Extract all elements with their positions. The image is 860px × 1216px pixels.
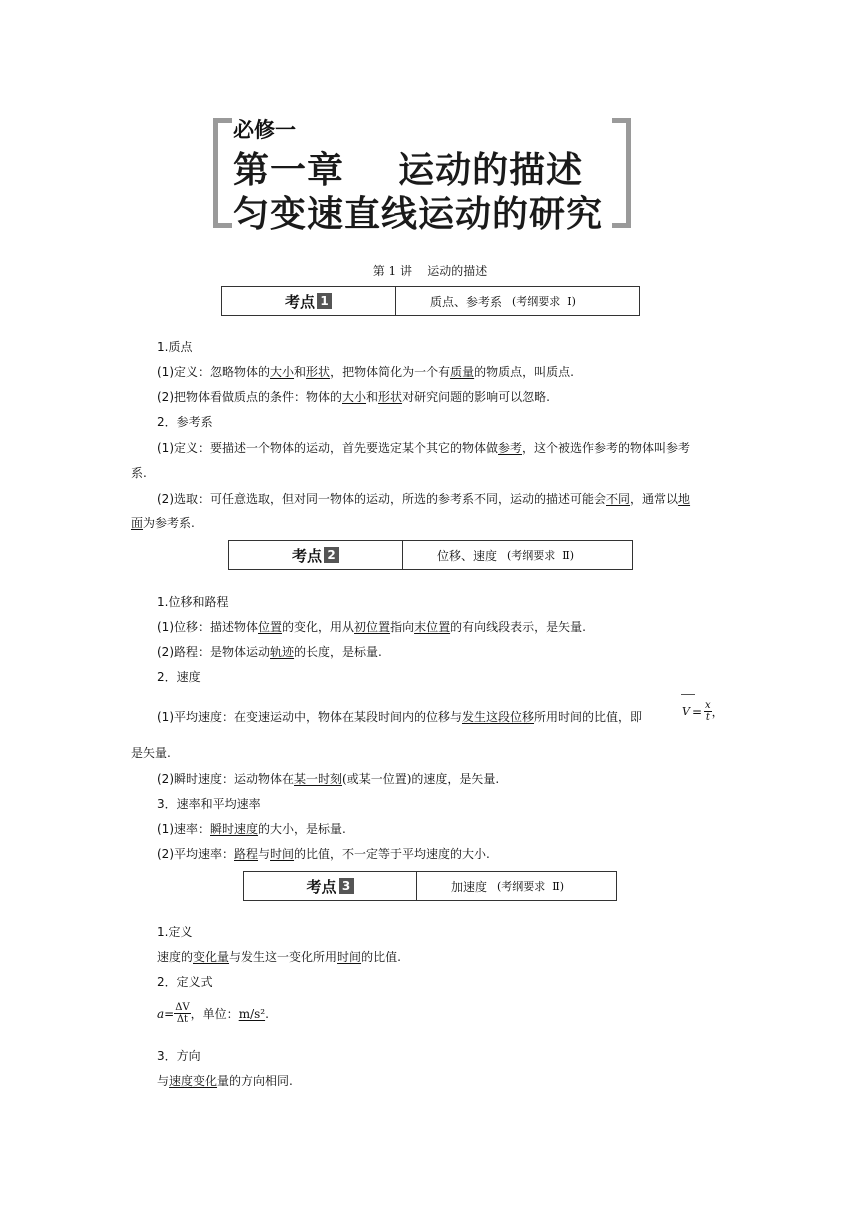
text: ，这个被选作参考的物体叫参考 [522,441,691,455]
chapter-title-line1: 第一章 运动的描述 [233,150,584,191]
s1-para-2 [157,388,550,406]
s3-heading-3: 3．方向 [157,1049,201,1063]
s2-para-1 [157,618,586,636]
text: 所用时间的比值，即 [534,710,643,724]
text: 的有向线段表示，是矢量. [450,620,586,634]
text: 量的方向相同. [217,1074,293,1088]
s1-heading-2: 2．参考系 [157,415,213,429]
underline-term: 地 [678,492,691,506]
text: 对研究问题的影响可以忽略. [402,390,550,404]
s1-para-3 [157,439,690,457]
text: 与发生这一变化所用 [229,950,338,964]
text: 和 [294,365,307,379]
text: 的物质点，叫质点. [474,365,574,379]
underline-term: 参考 [498,441,523,455]
volume-title: 必修一 [233,118,296,142]
acceleration-formula [157,1002,269,1025]
label: (2)把物体看做质点的条件： [157,390,306,404]
underline-term: 形状 [378,390,403,404]
underline-term: 瞬时速度 [210,822,259,836]
kaodian-label-text: 考点 [306,877,337,896]
kaodian-topic-text: 加速度 [451,879,488,894]
text: 是物体运动 [210,645,271,659]
label: (2)瞬时速度： [157,772,234,786]
text: 物体的 [306,390,343,404]
underline-term: 变化量 [193,950,230,964]
text: 与 [258,847,271,861]
kaodian-label [222,287,396,315]
title-right-bracket [612,118,631,228]
s1-para-3-cont: 系. [131,466,147,480]
kaodian-label-text: 考点 [284,292,315,311]
var-v: V [682,705,690,718]
underline-term: 质量 [450,365,475,379]
text: 的长度，是标量. [294,645,382,659]
underline-term: 大小 [342,390,367,404]
text: 的比值. [361,950,401,964]
kaodian-number: 2 [324,547,339,563]
s1-para-4 [157,490,690,508]
text: 指向 [390,620,415,634]
period: . [265,1006,269,1021]
text: (或某一位置)的速度，是矢量. [342,772,500,786]
denominator: Δt [176,1014,189,1025]
text: 的大小，是标量. [258,822,346,836]
kaodian-label [244,872,417,900]
s2-para-5 [157,820,346,838]
s2-para-2 [157,643,382,661]
kaodian-topic-text: 质点、参考系 [430,294,503,309]
underline-term: 末位置 [414,620,451,634]
underline-term: 时间 [270,847,295,861]
equals: = [164,1006,175,1021]
underline-term: 某一时刻 [294,772,343,786]
s3-heading-1: 1.定义 [157,925,193,939]
kaodian-number: 1 [317,293,332,309]
text: 速度的 [157,950,194,964]
label: (1)定义： [157,365,210,379]
title-left-bracket [213,118,232,228]
label: (1)速率： [157,822,210,836]
underline-term: 位置 [258,620,283,634]
kaodian-requirement: (考纲要求 Ⅱ) [507,549,575,562]
text: 要描述一个物体的运动，首先要选定某个其它的物体做 [210,441,499,455]
equals: = [691,704,703,719]
fraction [704,700,712,723]
s2-para-3 [157,708,642,726]
underline-term: 不同 [606,492,631,506]
average-velocity-formula [682,700,724,723]
underline-term: 轨迹 [270,645,295,659]
s3-para-2 [157,1072,293,1090]
label: (1)定义： [157,441,210,455]
kaodian-topic [403,541,574,569]
text: 在变速运动中，物体在某段时间内的位移与 [234,710,463,724]
underline-term: 速度变化 [169,1074,218,1088]
unit-label: ，单位： [190,1007,239,1021]
comma: ， [711,705,724,719]
s2-para-3-cont: 是矢量. [131,746,171,760]
kaodian-label [229,541,403,569]
text: ，把物体简化为一个有 [330,365,451,379]
label: (2)选取： [157,492,210,506]
underline-term: 时间 [337,950,362,964]
kaodian-label-text: 考点 [291,546,322,565]
var-a: a [157,1006,165,1021]
numerator: ΔV [175,1002,190,1013]
text: 可任意选取，但对同一物体的运动，所选的参考系不同，运动的描述可能会 [210,492,607,506]
underline-term: 发生这段位移 [462,710,535,724]
kaodian-box-1 [221,286,640,316]
text: 运动物体在 [234,772,295,786]
label: (1)平均速度： [157,710,234,724]
vbar-overline [681,694,695,695]
kaodian-number: 3 [339,878,354,894]
label: (1)位移： [157,620,210,634]
text: 描述物体 [210,620,259,634]
lesson-title: 第 1 讲 运动的描述 [372,264,488,278]
text: ，通常以 [630,492,679,506]
text: 的变化，用从 [282,620,355,634]
text: 的比值，不一定等于平均速度的大小. [294,847,490,861]
kaodian-box-3 [243,871,617,901]
underline-term: 路程 [234,847,259,861]
unit-value: m/s² [238,1006,266,1021]
kaodian-requirement: (考纲要求 Ⅰ) [512,295,576,308]
underline-term: 初位置 [354,620,391,634]
kaodian-requirement: (考纲要求 Ⅱ) [497,880,565,893]
fraction [174,1002,190,1025]
underline-term: 面 [131,516,144,530]
text: 忽略物体的 [210,365,271,379]
s2-para-6 [157,845,490,863]
text: 和 [366,390,379,404]
s2-heading-3: 3．速率和平均速率 [157,797,261,811]
s3-para-1 [157,948,401,966]
label: (2)路程： [157,645,210,659]
kaodian-topic [417,872,564,900]
s1-heading-1: 1.质点 [157,340,193,354]
chapter-title-line2: 匀变速直线运动的研究 [233,194,604,235]
underline-term: 形状 [306,365,331,379]
denominator: t [705,712,710,723]
text: 与 [157,1074,170,1088]
kaodian-box-2 [228,540,633,570]
kaodian-topic [396,287,576,315]
label: (2)平均速率： [157,847,234,861]
underline-term: 大小 [270,365,295,379]
s2-para-4 [157,770,499,788]
numerator: x [705,700,711,711]
s2-heading-2: 2．速度 [157,670,201,684]
s2-heading-1: 1.位移和路程 [157,595,229,609]
s1-para-4-cont [131,514,195,532]
s3-heading-2: 2．定义式 [157,975,213,989]
text: 为参考系. [143,516,195,530]
kaodian-topic-text: 位移、速度 [437,548,498,563]
s1-para-1 [157,363,574,381]
